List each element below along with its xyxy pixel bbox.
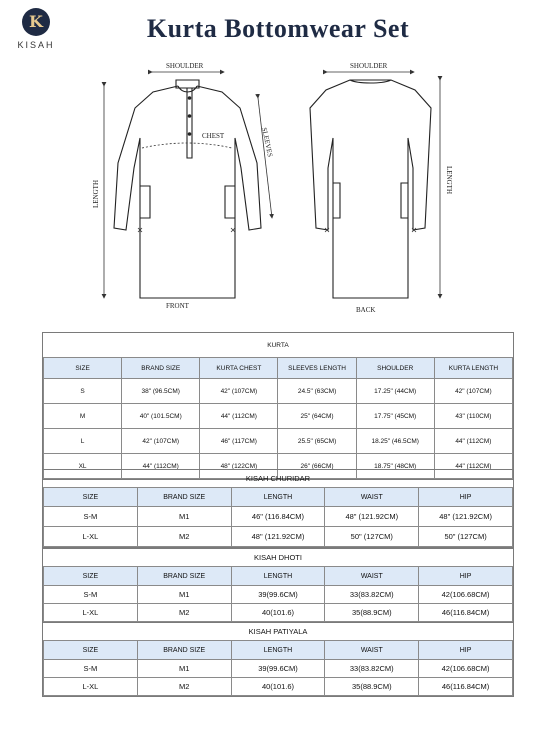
- table-cell: 39(99.6CM): [231, 586, 325, 604]
- col-header: WAIST: [325, 488, 419, 507]
- label-length-back: LENGTH: [445, 166, 453, 194]
- col-header: HIP: [419, 567, 513, 586]
- churidar-size-table: [42, 469, 514, 548]
- table-cell: 42" (107CM): [122, 429, 200, 454]
- col-header: BRAND SIZE: [137, 641, 231, 660]
- label-front-shoulder: SHOULDER: [166, 62, 204, 70]
- col-header: HIP: [419, 641, 513, 660]
- table-row: [44, 586, 513, 604]
- table-cell: 46" (117CM): [200, 429, 278, 454]
- col-header: WAIST: [325, 567, 419, 586]
- table-cell: 48" (121.92CM): [419, 507, 513, 527]
- dhoti-size-table: [42, 548, 514, 623]
- patiyala-size-table: [42, 622, 514, 697]
- table-cell: 50" (127CM): [419, 527, 513, 547]
- brand-name: KISAH: [17, 40, 55, 50]
- table-cell: 44" (112CM): [200, 404, 278, 429]
- table-cell: S-M: [44, 586, 138, 604]
- table-cell: 17.25" (44CM): [356, 379, 434, 404]
- table-caption: KISAH CHURIDAR: [44, 470, 513, 488]
- table-cell: 50" (127CM): [325, 527, 419, 547]
- table-row: [44, 507, 513, 527]
- col-header: BRAND SIZE: [137, 567, 231, 586]
- table-cell: 48" (122CM): [200, 454, 278, 479]
- table-cell: 40" (101.5CM): [122, 404, 200, 429]
- col-header: WAIST: [325, 641, 419, 660]
- table-cell: 17.75" (45CM): [356, 404, 434, 429]
- table-cell: 33(83.82CM): [325, 660, 419, 678]
- table-cell: 46(116.84CM): [419, 678, 513, 696]
- table-cell: 42(106.68CM): [419, 586, 513, 604]
- table-cell: M2: [137, 678, 231, 696]
- label-length-front: LENGTH: [92, 180, 100, 208]
- table-cell: M1: [137, 660, 231, 678]
- table-cell: 46(116.84CM): [419, 604, 513, 622]
- table-cell: 24.5" (63CM): [278, 379, 356, 404]
- table-cell: M2: [137, 527, 231, 547]
- col-header: BRAND SIZE: [122, 358, 200, 379]
- table-cell: XL: [44, 454, 122, 479]
- table-caption: KISAH PATIYALA: [44, 623, 513, 641]
- table-cell: M1: [137, 507, 231, 527]
- col-header: LENGTH: [231, 488, 325, 507]
- table-cell: 25.5" (65CM): [278, 429, 356, 454]
- table-cell: 25" (64CM): [278, 404, 356, 429]
- table-row: [44, 678, 513, 696]
- brand-monogram: K: [22, 8, 50, 36]
- table-caption: KURTA: [44, 333, 513, 358]
- table-cell: L-XL: [44, 527, 138, 547]
- table-cell: S: [44, 379, 122, 404]
- table-cell: M: [44, 404, 122, 429]
- table-row: [44, 379, 513, 404]
- table-cell: 40(101.6): [231, 678, 325, 696]
- table-cell: L-XL: [44, 678, 138, 696]
- label-sleeves: SLEEVES: [260, 126, 275, 158]
- col-header: SIZE: [44, 488, 138, 507]
- col-header: SIZE: [44, 641, 138, 660]
- table-cell: 26" (66CM): [278, 454, 356, 479]
- col-header: SHOULDER: [356, 358, 434, 379]
- label-front: FRONT: [166, 302, 189, 310]
- table-cell: 44" (112CM): [434, 454, 512, 479]
- kurta-back-measure-lines: [325, 72, 440, 298]
- table-cell: 18.25" (46.5CM): [356, 429, 434, 454]
- table-cell: 38" (96.5CM): [122, 379, 200, 404]
- table-cell: 35(88.9CM): [325, 604, 419, 622]
- table-row: [44, 429, 513, 454]
- col-header: BRAND SIZE: [137, 488, 231, 507]
- col-header: SIZE: [44, 358, 122, 379]
- table-cell: 42" (107CM): [200, 379, 278, 404]
- table-cell: 42" (107CM): [434, 379, 512, 404]
- table-cell: 18.75" (48CM): [356, 454, 434, 479]
- table-cell: 33(83.82CM): [325, 586, 419, 604]
- col-header: LENGTH: [231, 641, 325, 660]
- table-cell: M2: [137, 604, 231, 622]
- table-cell: 35(88.9CM): [325, 678, 419, 696]
- table-cell: S-M: [44, 660, 138, 678]
- measurement-diagram: [90, 58, 470, 320]
- table-row: [44, 527, 513, 547]
- kurta-back-illustration: [310, 80, 431, 298]
- table-cell: 42(106.68CM): [419, 660, 513, 678]
- col-header: SIZE: [44, 567, 138, 586]
- table-cell: 48" (121.92CM): [325, 507, 419, 527]
- label-back-shoulder: SHOULDER: [350, 62, 388, 70]
- col-header: LENGTH: [231, 567, 325, 586]
- table-cell: L-XL: [44, 604, 138, 622]
- kurta-front-illustration: [114, 80, 261, 298]
- kurta-size-table: [42, 332, 514, 480]
- table-caption: KISAH DHOTI: [44, 549, 513, 567]
- table-cell: 43" (110CM): [434, 404, 512, 429]
- kurta-front-measure-lines: [104, 72, 275, 298]
- table-cell: 39(99.6CM): [231, 660, 325, 678]
- table-row: [44, 404, 513, 429]
- col-header: KURTA CHEST: [200, 358, 278, 379]
- col-header: SLEEVES LENGTH: [278, 358, 356, 379]
- table-cell: 44" (112CM): [434, 429, 512, 454]
- table-cell: M1: [137, 586, 231, 604]
- label-chest: CHEST: [202, 132, 225, 140]
- table-row: [44, 660, 513, 678]
- table-cell: L: [44, 429, 122, 454]
- table-cell: 48" (121.92CM): [231, 527, 325, 547]
- table-row: [44, 604, 513, 622]
- table-cell: 44" (112CM): [122, 454, 200, 479]
- label-back: BACK: [356, 306, 376, 314]
- table-cell: 46" (116.84CM): [231, 507, 325, 527]
- col-header: KURTA LENGTH: [434, 358, 512, 379]
- page-title: Kurta Bottomwear Set: [146, 14, 410, 43]
- table-cell: S-M: [44, 507, 138, 527]
- col-header: HIP: [419, 488, 513, 507]
- table-cell: 40(101.6): [231, 604, 325, 622]
